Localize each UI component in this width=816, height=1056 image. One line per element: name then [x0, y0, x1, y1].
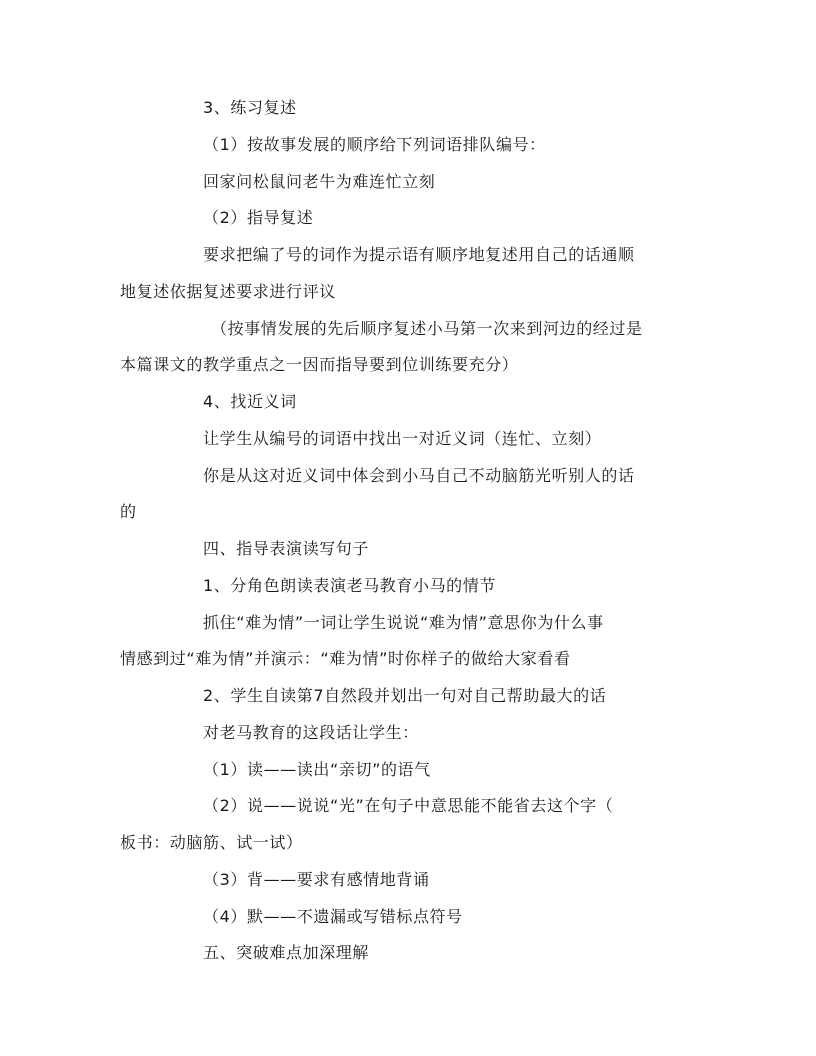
heading-synonyms: 4、找近义词: [203, 392, 297, 411]
paragraph-line: 情感到过“难为情”并演示：“难为情”时你样子的做给大家看看: [120, 649, 571, 668]
paragraph-line: （2）说——说说“光”在句子中意思能不能省去这个字（: [203, 796, 614, 815]
paragraph-line: （1）按故事发展的顺序给下列词语排队编号：: [203, 135, 546, 154]
paragraph-line: 要求把编了号的词作为提示语有顺序地复述用自己的话通顺: [203, 245, 635, 264]
paragraph-line: 本篇课文的教学重点之一因而指导要到位训练要充分）: [120, 355, 519, 374]
paragraph-line: 对老马教育的这段话让学生：: [203, 723, 419, 742]
heading-section-five: 五、突破难点加深理解: [203, 943, 370, 962]
paragraph-line: （2）指导复述: [203, 208, 314, 227]
paragraph-line: 抓住“难为情”一词让学生说说“难为情”意思你为什么事: [203, 613, 604, 632]
paragraph-line: 让学生从编号的词语中找出一对近义词（连忙、立刻）: [203, 429, 602, 448]
paragraph-line: 你是从这对近义词中体会到小马自己不动脑筋光听别人的话: [203, 466, 635, 485]
paragraph-line: 地复述依据复述要求进行评议: [120, 282, 336, 301]
paragraph-line: （4）默——不遗漏或写错标点符号: [203, 907, 463, 926]
paragraph-line: 2、学生自读第7自然段并划出一句对自己帮助最大的话: [203, 686, 607, 705]
paragraph-line: （3）背——要求有感情地背诵: [203, 870, 430, 889]
paragraph-line: 板书：动脑筋、试一试）: [120, 833, 303, 852]
paragraph-line: 回家问松鼠问老牛为难连忙立刻: [203, 172, 436, 191]
paragraph-line: 的: [120, 502, 137, 521]
paragraph-line: （按事情发展的先后顺序复述小马第一次来到河边的经过是: [211, 319, 643, 338]
heading-practice-retell: 3、练习复述: [203, 98, 297, 117]
paragraph-line: 1、分角色朗读表演老马教育小马的情节: [203, 576, 496, 595]
heading-section-four: 四、指导表演读写句子: [203, 539, 370, 558]
paragraph-line: （1）读——读出“亲切”的语气: [203, 760, 431, 779]
